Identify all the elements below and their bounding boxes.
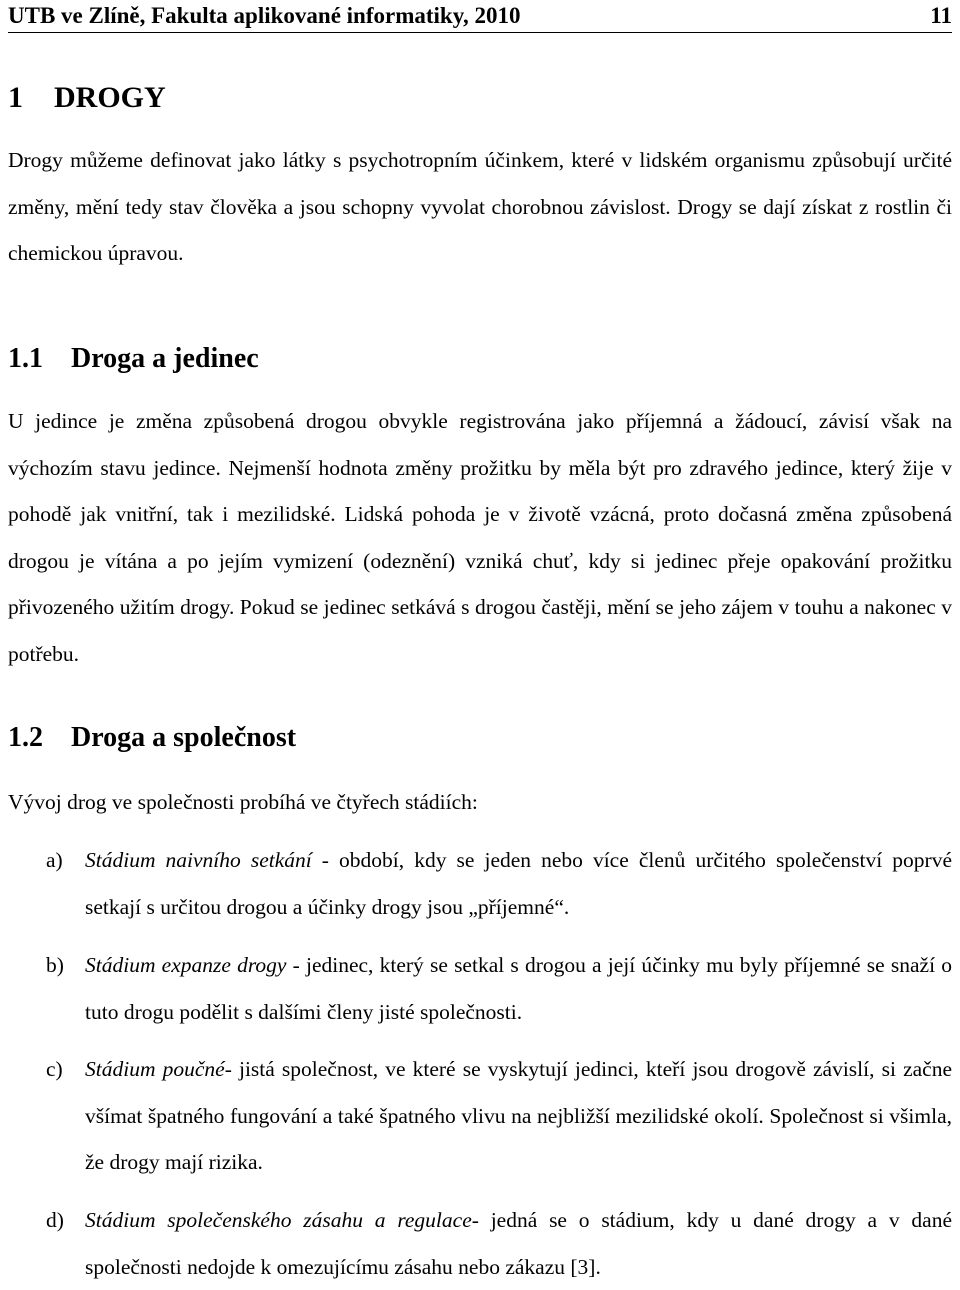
stage-description: - období, kdy se jeden nebo více členů určitého společenství poprvé setkají s určitou drogou a účinky drogy jsou „příjemné“. (85, 848, 952, 919)
stage-term: Stádium poučné (85, 1057, 225, 1081)
list-marker: d) (46, 1208, 64, 1232)
list-marker: c) (46, 1057, 63, 1081)
list-item-body (85, 1197, 952, 1290)
stage-list-item-b (46, 942, 952, 1035)
section-1-1-heading (8, 342, 259, 376)
stage-term: Stádium naivního setkání (85, 848, 312, 872)
section-1-1-title: Droga a jedinec (71, 343, 259, 374)
chapter-number: 1 (8, 81, 23, 114)
chapter-intro-paragraph: Drogy můžeme definovat jako látky s psychotropním účinkem, které v lidském organismu způsobují určité změny, mění tedy stav člověka a jsou schopny vyvolat chorobnou závislost. Drogy se dají získat z rostlin či chemickou úpravou. (8, 148, 952, 265)
list-marker: b) (46, 953, 64, 977)
section-1-2-title: Droga a společnost (71, 722, 297, 753)
section-1-2-heading (8, 721, 296, 755)
section-1-2-number: 1.2 (8, 722, 43, 753)
chapter-heading (8, 80, 166, 116)
header-title: UTB ve Zlíně, Fakulta aplikované informatiky, 2010 (8, 3, 521, 28)
stage-term: Stádium společenského zásahu a regulace (85, 1208, 472, 1232)
section-1-1-number: 1.1 (8, 343, 43, 374)
list-item-body (85, 837, 952, 930)
stage-list-item-c (46, 1046, 952, 1186)
page-number: 11 (930, 3, 952, 28)
list-item-body (85, 1046, 952, 1186)
stage-list-item-d (46, 1197, 952, 1290)
chapter-title: DROGY (54, 81, 166, 114)
stage-term: Stádium expanze drogy (85, 953, 287, 977)
stage-description: - jedinec, který se setkal s drogou a její účinky mu byly příjemné se snaží o tuto drogu podělit s dalšími členy jisté společnosti. (85, 953, 952, 1024)
stage-list-item-a (46, 837, 952, 930)
list-item-body (85, 942, 952, 1035)
list-marker: a) (46, 848, 63, 872)
stage-description: - jedná se o stádium, kdy u dané drogy a v dané společnosti nedojde k omezujícímu zásahu nebo zákazu [3]. (85, 1208, 952, 1279)
stage-description: - jistá společnost, ve které se vyskytují jedinci, kteří jsou drogově závislí, si začne všímat špatného fungování a také špatného vlivu na nejbližší mezilidské okolí. Společnost si všimla, že drogy mají rizika. (85, 1057, 952, 1174)
section-1-1-paragraph: U jedince je změna způsobená drogou obvykle registrována jako příjemná a žádoucí, závisí však na výchozím stavu jedince. Nejmenší hodnota změny prožitku by měla být pro zdravého jedince, který žije v pohodě jak vnitřní, tak i mezilidské. Lidská pohoda je v životě vzácná, proto dočasná změna způsobená drogou je vítána a po jejím vymizení (odeznění) vzniká chuť, kdy si jedinec přeje opakování prožitku přivozeného užitím drogy. Pokud se jedinec setkává s drogou častěji, mění se jeho zájem v touhu a nakonec v potřebu. (8, 409, 952, 666)
page-header (8, 2, 952, 33)
section-1-2-intro: Vývoj drog ve společnosti probíhá ve čtyřech stádiích: (8, 790, 478, 814)
